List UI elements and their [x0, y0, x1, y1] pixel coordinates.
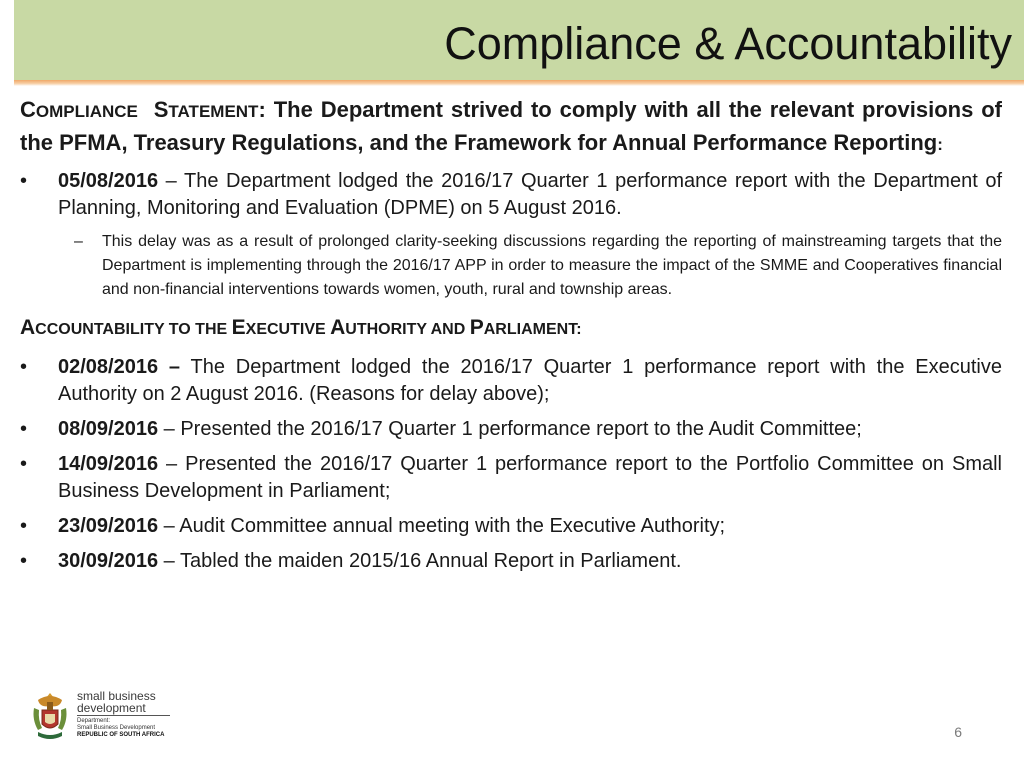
accountability-heading: [20, 314, 1002, 344]
bullet-date: 23/09/2016: [58, 515, 159, 537]
logo-line-3: Department:: [77, 718, 111, 724]
title-underline: [14, 80, 1024, 86]
heading-initial: P: [469, 316, 484, 339]
bullet-icon: •: [20, 515, 28, 537]
bullet-text: – Audit Committee annual meeting with the Executive Authority;: [158, 515, 726, 537]
list-item: [20, 416, 1002, 443]
heading-initial: A: [330, 316, 346, 339]
bullet-date: 08/09/2016: [58, 418, 159, 440]
sub-list-item: [20, 230, 1002, 302]
slide-title: Compliance & Accountability: [444, 18, 1012, 69]
heading-colon: :: [576, 321, 582, 338]
heading-initial: E: [231, 316, 246, 339]
compliance-statement-text: The Department strived to comply with all the relevant provisions of the PFMA, Treasury Regulations, and the Framework for Annual Performance Reporting: [20, 97, 1002, 155]
bullet-text: – Presented the 2016/17 Quarter 1 performance report to the Audit Committee;: [158, 418, 862, 440]
logo-divider: [77, 715, 170, 716]
list-item: [20, 168, 1002, 222]
bullet-icon: •: [20, 170, 28, 192]
list-item: [20, 451, 1002, 505]
heading-smallcaps: TATEMENT: [168, 102, 259, 121]
bullet-text: – Tabled the maiden 2015/16 Annual Report in Parliament.: [158, 550, 682, 572]
logo-line-2: development: [77, 701, 146, 715]
heading-colon: :: [258, 97, 266, 122]
dash-icon: –: [74, 233, 83, 250]
list-item: [20, 548, 1002, 575]
heading-initial: C: [20, 97, 36, 122]
bullet-date: 14/09/2016: [58, 453, 159, 475]
bullet-date: 05/08/2016: [58, 170, 159, 192]
heading-initial: A: [20, 316, 36, 339]
page-number: 6: [954, 724, 962, 740]
coat-of-arms-icon: [30, 690, 70, 745]
logo-line-4: Small Business Development: [77, 725, 156, 731]
sub-item-text: This delay was as a result of prolonged clarity-seeking discussions regarding the reporting of mainstreaming targets that the Department is implementing through the 2016/17 APP in order to measure the impact of the SMME and Cooperatives financial and non-financial interventions towards women, youth, rural and township areas.: [102, 233, 1002, 298]
list-item: [20, 513, 1002, 540]
list-item: [20, 354, 1002, 408]
bullet-date: 30/09/2016: [58, 550, 159, 572]
heading-smallcaps: OMPLIANCE: [35, 102, 138, 121]
heading-smallcaps: CCOUNTABILITY TO THE: [35, 321, 232, 338]
bullet-text: The Department lodged the 2016/17 Quarter 1 performance report with the Executive Authority on 2 August 2016. (Reasons for delay above);: [58, 356, 1002, 405]
heading-smallcaps: UTHORITY AND: [345, 321, 470, 338]
heading-smallcaps: XECUTIVE: [245, 321, 331, 338]
bullet-icon: •: [20, 356, 28, 378]
slide-content: [20, 94, 1002, 575]
heading-initial: S: [153, 97, 169, 122]
bullet-icon: •: [20, 550, 28, 572]
bullet-icon: •: [20, 418, 28, 440]
bullet-date: 02/08/2016 –: [58, 356, 181, 378]
bullet-icon: •: [20, 453, 28, 475]
heading-end-colon: :: [937, 135, 943, 154]
bullet-text: – Presented the 2016/17 Quarter 1 performance report to the Portfolio Committee on Small Business Development in Parliament;: [58, 453, 1002, 502]
compliance-statement: [20, 94, 1002, 160]
logo-line-5: REPUBLIC OF SOUTH AFRICA: [77, 732, 165, 738]
department-logo: [30, 690, 180, 745]
logo-line-1: small business: [77, 689, 156, 703]
bullet-text: – The Department lodged the 2016/17 Quarter 1 performance report with the Department of Planning, Monitoring and Evaluation (DPME) on 5 August 2016.: [58, 170, 1002, 219]
heading-smallcaps: ARLIAMENT: [483, 321, 577, 338]
